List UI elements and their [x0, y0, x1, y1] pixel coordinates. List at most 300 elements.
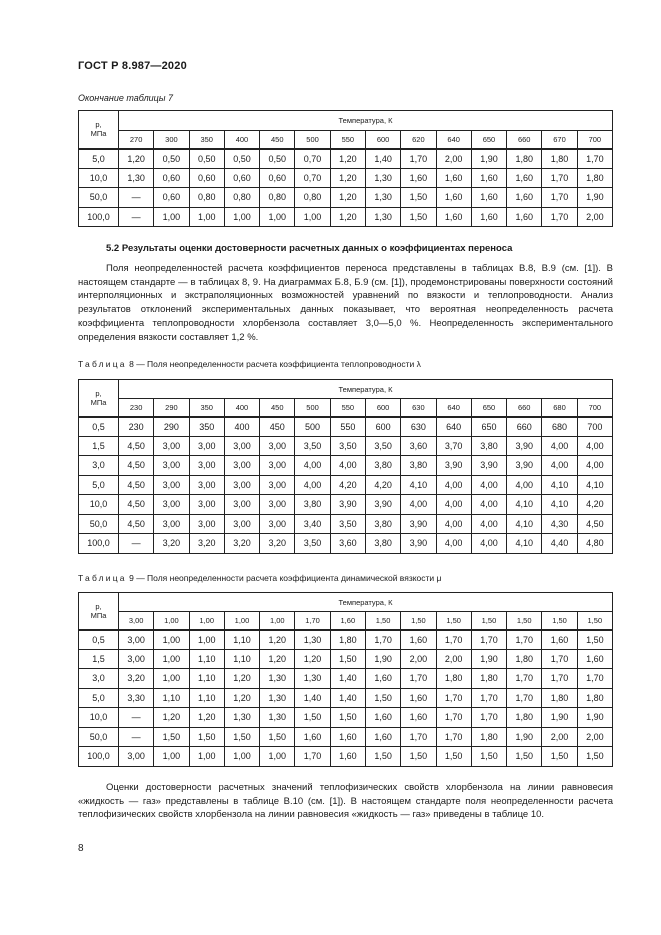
page-number: 8 — [78, 843, 84, 854]
pressure-cell: 0,5 — [79, 417, 119, 437]
value-cell: 3,00 — [260, 475, 295, 495]
value-cell: 1,40 — [295, 688, 330, 708]
value-cell: 1,30 — [295, 669, 330, 689]
value-cell: 1,60 — [436, 188, 471, 208]
value-cell: 1,60 — [471, 207, 506, 227]
value-cell: 3,00 — [154, 475, 189, 495]
value-cell: 1,20 — [119, 149, 154, 169]
value-cell: 1,60 — [507, 168, 542, 188]
value-cell: — — [119, 207, 154, 227]
value-cell: 1,50 — [365, 688, 400, 708]
value-cell: 1,40 — [365, 149, 400, 169]
table-row — [79, 495, 613, 515]
value-cell: 1,30 — [224, 708, 259, 728]
value-cell: 0,80 — [295, 188, 330, 208]
value-cell: 1,90 — [365, 649, 400, 669]
value-cell: 1,30 — [295, 630, 330, 650]
value-cell: 2,00 — [577, 727, 612, 747]
temperature-column-header: 350 — [189, 131, 224, 149]
value-cell: 0,50 — [189, 149, 224, 169]
value-cell: 3,80 — [365, 534, 400, 554]
value-cell: 1,70 — [436, 688, 471, 708]
table7 — [78, 110, 613, 227]
value-cell: 3,00 — [260, 456, 295, 476]
temperature-column-header: 1,50 — [542, 612, 577, 630]
value-cell: 1,70 — [295, 747, 330, 767]
value-cell: 3,50 — [330, 514, 365, 534]
value-cell: 1,70 — [542, 669, 577, 689]
value-cell: 2,00 — [401, 649, 436, 669]
value-cell: 1,50 — [507, 747, 542, 767]
pressure-cell: 10,0 — [79, 495, 119, 515]
value-cell: 1,60 — [507, 188, 542, 208]
value-cell: 3,00 — [260, 514, 295, 534]
value-cell: 4,00 — [471, 534, 506, 554]
temperature-columns — [79, 131, 613, 149]
pressure-cell: 5,0 — [79, 688, 119, 708]
value-cell: 1,00 — [260, 207, 295, 227]
value-cell: 3,90 — [436, 456, 471, 476]
document-header: ГОСТ Р 8.987—2020 — [78, 60, 187, 72]
value-cell: 1,90 — [577, 188, 612, 208]
value-cell: 1,70 — [507, 669, 542, 689]
temperature-column-header: 3,00 — [119, 612, 154, 630]
value-cell: 3,00 — [224, 514, 259, 534]
section-title: 5.2 Результаты оценки достоверности расчетных данных о коэффициентах переноса — [106, 243, 513, 254]
value-cell: 660 — [507, 417, 542, 437]
value-cell: 1,20 — [330, 207, 365, 227]
value-cell: 3,60 — [401, 436, 436, 456]
value-cell: 4,50 — [577, 514, 612, 534]
value-cell: 400 — [224, 417, 259, 437]
value-cell: 1,60 — [365, 669, 400, 689]
pressure-cell: 10,0 — [79, 708, 119, 728]
table-row — [79, 630, 613, 650]
value-cell: 1,70 — [471, 630, 506, 650]
value-cell: 1,20 — [154, 708, 189, 728]
value-cell: 230 — [119, 417, 154, 437]
temperature-header: Температура, К — [119, 593, 613, 612]
value-cell: 4,20 — [365, 475, 400, 495]
table-row — [79, 475, 613, 495]
value-cell: 1,60 — [295, 727, 330, 747]
temperature-column-header: 230 — [119, 399, 154, 417]
value-cell: 650 — [471, 417, 506, 437]
value-cell: 4,10 — [507, 514, 542, 534]
value-cell: 1,60 — [365, 708, 400, 728]
pressure-cell: 50,0 — [79, 727, 119, 747]
value-cell: 1,30 — [260, 708, 295, 728]
temperature-column-header: 270 — [119, 131, 154, 149]
value-cell: 4,00 — [436, 475, 471, 495]
value-cell: 1,50 — [365, 747, 400, 767]
temperature-column-header: 350 — [189, 399, 224, 417]
value-cell: 1,70 — [577, 669, 612, 689]
value-cell: 1,70 — [542, 168, 577, 188]
value-cell: 1,60 — [365, 727, 400, 747]
value-cell: 3,40 — [295, 514, 330, 534]
value-cell: 1,70 — [365, 630, 400, 650]
value-cell: 1,50 — [330, 708, 365, 728]
value-cell: 1,80 — [577, 688, 612, 708]
value-cell: 4,00 — [330, 456, 365, 476]
temperature-column-header: 1,50 — [577, 612, 612, 630]
value-cell: 1,70 — [507, 688, 542, 708]
temperature-column-header: 400 — [224, 131, 259, 149]
table9-caption: Таблица 9 — Поля неопределенности расчета коэффициента динамической вязкости μ — [78, 573, 442, 583]
pressure-cell: 100,0 — [79, 534, 119, 554]
temperature-column-header: 1,00 — [224, 612, 259, 630]
value-cell: 4,50 — [119, 514, 154, 534]
value-cell: 3,80 — [365, 514, 400, 534]
value-cell: 1,60 — [401, 168, 436, 188]
temperature-column-header: 600 — [365, 399, 400, 417]
value-cell: 0,50 — [260, 149, 295, 169]
value-cell: 1,60 — [401, 708, 436, 728]
temperature-column-header: 1,00 — [260, 612, 295, 630]
value-cell: 1,00 — [224, 747, 259, 767]
value-cell: 4,50 — [119, 456, 154, 476]
value-cell: 1,60 — [436, 168, 471, 188]
value-cell: 1,30 — [260, 669, 295, 689]
value-cell: 1,80 — [330, 630, 365, 650]
paragraph-1: Поля неопределенностей расчета коэффициентов переноса представлены в таблицах В.8, В.9 (см. [1]). В настоящем стандарте — в таблицах 8, 9. На диаграммах Б.8, Б.9 (см. [1]), продемонстрированы поверхности состояний интерполяционных и экстраполяционных возможностей уравнений по вязкости и теплопроводности. Анализ результатов отклонений экспериментальных данных показывает, что вероятная неопределенность расчета коэффициента теплопроводности хлорбензола составляет 3,0—5,0 %. Неопределенность экспериментального определения вязкости составляет 1,2 %. — [78, 263, 613, 343]
value-cell: 3,90 — [365, 495, 400, 515]
value-cell: 4,40 — [542, 534, 577, 554]
value-cell: 1,90 — [577, 708, 612, 728]
temperature-column-header: 650 — [471, 131, 506, 149]
value-cell: 1,50 — [401, 188, 436, 208]
value-cell: 1,80 — [436, 669, 471, 689]
value-cell: 1,70 — [471, 708, 506, 728]
temperature-column-header: 670 — [542, 131, 577, 149]
value-cell: 1,00 — [154, 630, 189, 650]
value-cell: 3,70 — [436, 436, 471, 456]
value-cell: 4,80 — [577, 534, 612, 554]
table8 — [78, 379, 613, 554]
value-cell: 1,20 — [189, 708, 224, 728]
table-row — [79, 149, 613, 169]
pressure-cell: 1,5 — [79, 649, 119, 669]
value-cell: 1,10 — [224, 649, 259, 669]
temperature-columns — [79, 399, 613, 417]
value-cell: 1,90 — [507, 727, 542, 747]
value-cell: 3,00 — [154, 514, 189, 534]
value-cell: 1,10 — [189, 649, 224, 669]
value-cell: 3,00 — [260, 436, 295, 456]
value-cell: 1,30 — [365, 207, 400, 227]
value-cell: 1,80 — [542, 688, 577, 708]
value-cell: 0,80 — [260, 188, 295, 208]
value-cell: 1,20 — [224, 688, 259, 708]
pressure-cell: 0,5 — [79, 630, 119, 650]
temperature-column-header: 400 — [224, 399, 259, 417]
value-cell: 3,90 — [401, 514, 436, 534]
value-cell: 4,00 — [542, 436, 577, 456]
temperature-column-header: 660 — [507, 399, 542, 417]
value-cell: 3,00 — [224, 456, 259, 476]
value-cell: — — [119, 727, 154, 747]
temperature-column-header: 1,60 — [330, 612, 365, 630]
value-cell: 4,10 — [577, 475, 612, 495]
value-cell: 3,50 — [295, 534, 330, 554]
value-cell: 3,00 — [189, 495, 224, 515]
value-cell: 3,90 — [507, 456, 542, 476]
value-cell: 3,00 — [119, 747, 154, 767]
value-cell: 3,00 — [260, 495, 295, 515]
value-cell: 1,80 — [507, 708, 542, 728]
value-cell: 1,50 — [577, 630, 612, 650]
temperature-header: Температура, К — [119, 111, 613, 131]
value-cell: 4,00 — [471, 514, 506, 534]
table-row — [79, 649, 613, 669]
value-cell: 4,10 — [507, 495, 542, 515]
value-cell: 1,60 — [471, 168, 506, 188]
temperature-column-header: 630 — [401, 399, 436, 417]
value-cell: 1,50 — [401, 747, 436, 767]
value-cell: 3,00 — [154, 436, 189, 456]
value-cell: 0,50 — [224, 149, 259, 169]
value-cell: 1,90 — [471, 149, 506, 169]
value-cell: 1,50 — [260, 727, 295, 747]
value-cell: 0,80 — [189, 188, 224, 208]
pressure-header: p, МПа — [79, 111, 119, 149]
value-cell: 1,20 — [224, 669, 259, 689]
value-cell: 4,20 — [577, 495, 612, 515]
temperature-column-header: 450 — [260, 131, 295, 149]
value-cell: — — [119, 534, 154, 554]
temperature-column-header: 680 — [542, 399, 577, 417]
value-cell: 4,00 — [577, 456, 612, 476]
value-cell: 1,70 — [542, 188, 577, 208]
table-row — [79, 514, 613, 534]
value-cell: 3,50 — [295, 436, 330, 456]
value-cell: 0,50 — [154, 149, 189, 169]
value-cell: 4,50 — [119, 475, 154, 495]
value-cell: 1,30 — [365, 188, 400, 208]
value-cell: 1,50 — [224, 727, 259, 747]
temperature-column-header: 550 — [330, 399, 365, 417]
value-cell: 2,00 — [436, 649, 471, 669]
value-cell: 1,30 — [365, 168, 400, 188]
value-cell: 3,90 — [471, 456, 506, 476]
value-cell: 3,80 — [471, 436, 506, 456]
value-cell: 1,10 — [189, 688, 224, 708]
value-cell: 3,00 — [224, 436, 259, 456]
table-row — [79, 534, 613, 554]
paragraph-2: Оценки достоверности расчетных значений теплофизических свойств хлорбензола на линии равновесия «жидкость — газ» представлены в таблице В.10 (см. [1]). В настоящем стандарте поля неопределенности расчета теплофизических свойств хлорбензола на линии равновесия «жидкость — газ» приведены в таблице 10. — [78, 782, 613, 821]
temperature-column-header: 1,00 — [154, 612, 189, 630]
value-cell: 1,10 — [189, 669, 224, 689]
value-cell: 1,60 — [330, 747, 365, 767]
value-cell: 3,00 — [189, 514, 224, 534]
pressure-header: p, МПа — [79, 593, 119, 630]
temperature-column-header: 1,50 — [471, 612, 506, 630]
table-row — [79, 168, 613, 188]
value-cell: 4,00 — [471, 495, 506, 515]
value-cell: 2,00 — [577, 207, 612, 227]
temperature-column-header: 1,00 — [189, 612, 224, 630]
value-cell: 1,80 — [577, 168, 612, 188]
value-cell: 0,70 — [295, 149, 330, 169]
value-cell: 1,10 — [154, 688, 189, 708]
value-cell: 3,00 — [119, 649, 154, 669]
value-cell: 3,60 — [330, 534, 365, 554]
value-cell: 1,40 — [330, 669, 365, 689]
temperature-column-header: 600 — [365, 131, 400, 149]
value-cell: 1,10 — [224, 630, 259, 650]
temperature-column-header: 660 — [507, 131, 542, 149]
value-cell: 1,70 — [471, 688, 506, 708]
value-cell: 3,00 — [189, 475, 224, 495]
value-cell: 1,50 — [401, 207, 436, 227]
temperature-column-header: 500 — [295, 131, 330, 149]
temperature-column-header: 700 — [577, 399, 612, 417]
value-cell: 3,90 — [330, 495, 365, 515]
value-cell: 1,00 — [189, 207, 224, 227]
table-row — [79, 436, 613, 456]
value-cell: 4,00 — [436, 495, 471, 515]
pressure-cell: 5,0 — [79, 149, 119, 169]
table-row — [79, 456, 613, 476]
value-cell: 3,00 — [189, 436, 224, 456]
value-cell: 1,60 — [542, 630, 577, 650]
value-cell: 4,10 — [507, 534, 542, 554]
value-cell: 1,60 — [330, 727, 365, 747]
value-cell: 4,00 — [436, 534, 471, 554]
value-cell: 1,60 — [401, 688, 436, 708]
value-cell: 4,50 — [119, 495, 154, 515]
table-row — [79, 688, 613, 708]
value-cell: 4,10 — [401, 475, 436, 495]
table8-caption: Таблица 8 — Поля неопределенности расчета коэффициента теплопроводности λ — [78, 359, 421, 369]
temperature-column-header: 640 — [436, 399, 471, 417]
value-cell: 4,10 — [542, 495, 577, 515]
value-cell: 3,50 — [330, 436, 365, 456]
value-cell: 4,00 — [542, 456, 577, 476]
value-cell: 1,60 — [436, 207, 471, 227]
value-cell: 4,00 — [507, 475, 542, 495]
value-cell: 1,00 — [154, 669, 189, 689]
value-cell: 550 — [330, 417, 365, 437]
value-cell: — — [119, 708, 154, 728]
value-cell: 4,00 — [295, 456, 330, 476]
pressure-cell: 3,0 — [79, 669, 119, 689]
temperature-column-header: 700 — [577, 131, 612, 149]
value-cell: 1,00 — [154, 649, 189, 669]
value-cell: 1,20 — [295, 649, 330, 669]
temperature-column-header: 500 — [295, 399, 330, 417]
value-cell: 0,80 — [224, 188, 259, 208]
value-cell: 3,00 — [189, 456, 224, 476]
pressure-cell: 50,0 — [79, 514, 119, 534]
value-cell: 500 — [295, 417, 330, 437]
value-cell: 1,00 — [189, 630, 224, 650]
value-cell: 700 — [577, 417, 612, 437]
value-cell: 3,20 — [189, 534, 224, 554]
value-cell: 3,90 — [401, 534, 436, 554]
temperature-columns — [79, 612, 613, 630]
temperature-column-header: 450 — [260, 399, 295, 417]
pressure-cell: 10,0 — [79, 168, 119, 188]
value-cell: 4,00 — [401, 495, 436, 515]
value-cell: 1,20 — [260, 630, 295, 650]
value-cell: 1,60 — [577, 649, 612, 669]
value-cell: 3,20 — [119, 669, 154, 689]
table7-caption: Окончание таблицы 7 — [78, 93, 173, 103]
value-cell: 1,90 — [471, 649, 506, 669]
temperature-column-header: 550 — [330, 131, 365, 149]
temperature-column-header: 1,50 — [401, 612, 436, 630]
value-cell: 630 — [401, 417, 436, 437]
value-cell: 1,50 — [577, 747, 612, 767]
value-cell: 3,00 — [224, 495, 259, 515]
pressure-cell: 1,5 — [79, 436, 119, 456]
value-cell: 3,00 — [119, 630, 154, 650]
value-cell: 1,20 — [330, 188, 365, 208]
value-cell: 2,00 — [436, 149, 471, 169]
value-cell: 4,00 — [577, 436, 612, 456]
temperature-column-header: 650 — [471, 399, 506, 417]
value-cell: 4,10 — [542, 475, 577, 495]
value-cell: 290 — [154, 417, 189, 437]
value-cell: 1,80 — [507, 149, 542, 169]
value-cell: 3,20 — [154, 534, 189, 554]
value-cell: 1,90 — [542, 708, 577, 728]
value-cell: 4,00 — [295, 475, 330, 495]
value-cell: 0,60 — [154, 168, 189, 188]
pressure-cell: 5,0 — [79, 475, 119, 495]
value-cell: 1,60 — [471, 188, 506, 208]
value-cell: 1,50 — [189, 727, 224, 747]
table-row — [79, 669, 613, 689]
table-row — [79, 207, 613, 227]
value-cell: 3,80 — [365, 456, 400, 476]
value-cell: 0,60 — [260, 168, 295, 188]
pressure-cell: 3,0 — [79, 456, 119, 476]
value-cell: 2,00 — [542, 727, 577, 747]
value-cell: 350 — [189, 417, 224, 437]
value-cell: 1,20 — [260, 649, 295, 669]
value-cell: 1,20 — [330, 149, 365, 169]
temperature-column-header: 640 — [436, 131, 471, 149]
value-cell: 0,70 — [295, 168, 330, 188]
value-cell: 450 — [260, 417, 295, 437]
value-cell: 3,20 — [260, 534, 295, 554]
value-cell: 1,70 — [577, 149, 612, 169]
value-cell: 1,50 — [295, 708, 330, 728]
pressure-cell: 100,0 — [79, 747, 119, 767]
temperature-column-header: 290 — [154, 399, 189, 417]
value-cell: 1,80 — [471, 727, 506, 747]
value-cell: 4,30 — [542, 514, 577, 534]
value-cell: 1,70 — [401, 669, 436, 689]
value-cell: 1,30 — [119, 168, 154, 188]
value-cell: 1,70 — [401, 149, 436, 169]
value-cell: — — [119, 188, 154, 208]
value-cell: 4,00 — [471, 475, 506, 495]
value-cell: 1,50 — [330, 649, 365, 669]
value-cell: 1,50 — [436, 747, 471, 767]
value-cell: 3,00 — [224, 475, 259, 495]
value-cell: 3,00 — [154, 456, 189, 476]
value-cell: 1,80 — [507, 649, 542, 669]
temperature-column-header: 300 — [154, 131, 189, 149]
value-cell: 1,70 — [542, 649, 577, 669]
value-cell: 3,30 — [119, 688, 154, 708]
value-cell: 3,20 — [224, 534, 259, 554]
value-cell: 1,60 — [401, 630, 436, 650]
